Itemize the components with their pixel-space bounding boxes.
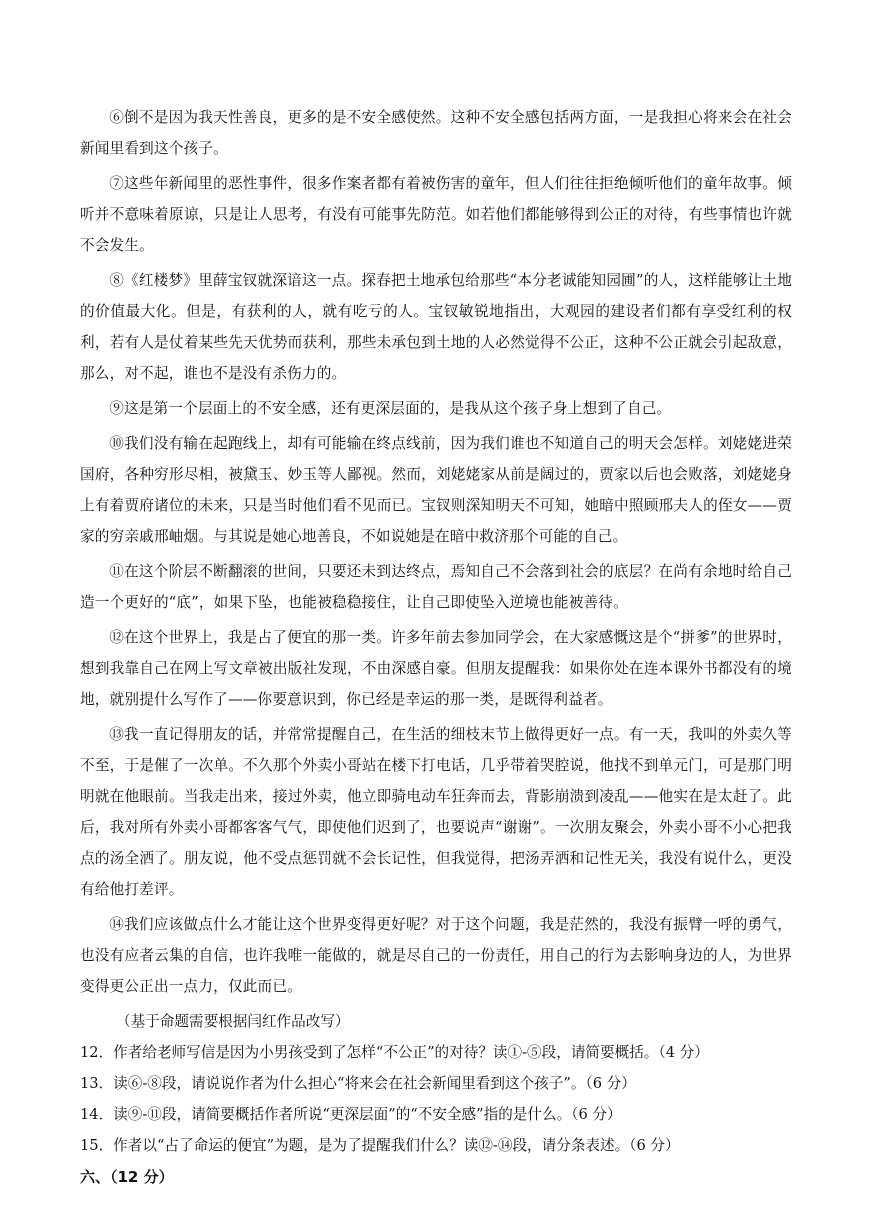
paragraph-6: ⑥倒不是因为我天性善良，更多的是不安全感使然。这种不安全感包括两方面，一是我担心将来会在社会新闻里看到这个孩子。 (80, 109, 792, 157)
paragraph-12: ⑫在这个世界上，我是占了便宜的那一类。许多年前去参加同学会，在大家感慨这是个“拼爹”的世界时，想到我靠自己在网上写文章被出版社发现，不由深感自豪。但朋友提醒我：如果你处在连本课外书都没有的境地，就别提什么写作了——你要意识到，你已经是幸运的那一类，是既得利益者。 (80, 629, 792, 708)
question-13: 13．读⑥-⑧段，请说说作者为什么担心“将来会在社会新闻里看到这个孩子”。（6 分） (80, 1075, 636, 1092)
paragraph-8: ⑧《红楼梦》里薛宝钗就深谙这一点。探春把土地承包给那些“本分老诚能知园圃”的人，这样能够让土地的价值最大化。但是，有获利的人，就有吃亏的人。宝钗敏锐地指出，大观园的建设者们都有享受红利的权利，若有人是仗着某些先天优势而获利，那些未承包到土地的人必然觉得不公正，这种不公正就会引起敌意，那么，对不起，谁也不是没有杀伤力的。 (80, 272, 792, 382)
question-14: 14．读⑨-⑪段，请简要概括作者所说“更深层面”的“不安全感”指的是什么。（6 分） (80, 1106, 622, 1123)
paragraph-7: ⑦这些年新闻里的恶性事件，很多作案者都有着被伤害的童年，但人们往往拒绝倾听他们的童年故事。倾听并不意味着原谅，只是让人思考，有没有可能事先防范。如若他们都能够得到公正的对待，有些事情也许就不会发生。 (80, 175, 792, 254)
paragraph-11: ⑪在这个阶层不断翻滚的世间，只要还未到达终点，焉知自己不会落到社会的底层？在尚有余地时给自己造一个更好的“底”，如果下坠，也能被稳稳接住，让自己即使坠入逆境也能被善待。 (80, 563, 792, 611)
paragraph-14: ⑭我们应该做点什么才能让这个世界变得更好呢？对于这个问题，我是茫然的，我没有振臂一呼的勇气，也没有应者云集的自信，也许我唯一能做的，就是尽自己的一份责任，用自己的行为去影响身边的人，为世界变得更公正出一点力，仅此而已。 (80, 916, 792, 995)
page-content (80, 102, 792, 1193)
section-heading: 六、（12 分） (80, 1168, 174, 1186)
paragraph-13: ⑬我一直记得朋友的话，并常常提醒自己，在生活的细枝末节上做得更好一点。有一天，我叫的外卖久等不至，于是催了一次单。不久那个外卖小哥站在楼下打电话，几乎带着哭腔说，他找不到单元门，可是那门明明就在他眼前。当我走出来，接过外卖，他立即骑电动车狂奔而去，背影崩溃到凌乱——他实在是太赶了。此后，我对所有外卖小哥都客客气气，即使他们迟到了，也要说声“谢谢”。一次朋友聚会，外卖小哥不小心把我点的汤全洒了。朋友说，他不受点惩罚就不会长记性，但我觉得，把汤弄洒和记性无关，我没有说什么，更没有给他打差评。 (80, 726, 792, 898)
paragraph-9: ⑨这是第一个层面上的不安全感，还有更深层面的，是我从这个孩子身上想到了自己。 (109, 400, 672, 417)
paragraph-10: ⑩我们没有输在起跑线上，却有可能输在终点线前，因为我们谁也不知道自己的明天会怎样。刘姥姥进荣国府，各种穷形尽相，被黛玉、妙玉等人鄙视。然而，刘姥姥家从前是阔过的，贾家以后也会败落，刘姥姥身上有着贾府诸位的未来，只是当时他们看不见而已。宝钗则深知明天不可知，她暗中照顾邢夫人的侄女——贾家的穷亲戚邢岫烟。与其说是她心地善良，不如说她是在暗中救济那个可能的自己。 (80, 435, 792, 545)
question-15: 15．作者以“占了命运的便宜”为题，是为了提醒我们什么？读⑫-⑭段，请分条表述。（6 分） (80, 1137, 680, 1154)
question-12: 12．作者给老师写信是因为小男孩受到了怎样“不公正”的对待？读①-⑤段，请简要概括。（4 分） (80, 1044, 709, 1061)
source-note: （基于命题需要根据闫红作品改写） (116, 1013, 350, 1030)
